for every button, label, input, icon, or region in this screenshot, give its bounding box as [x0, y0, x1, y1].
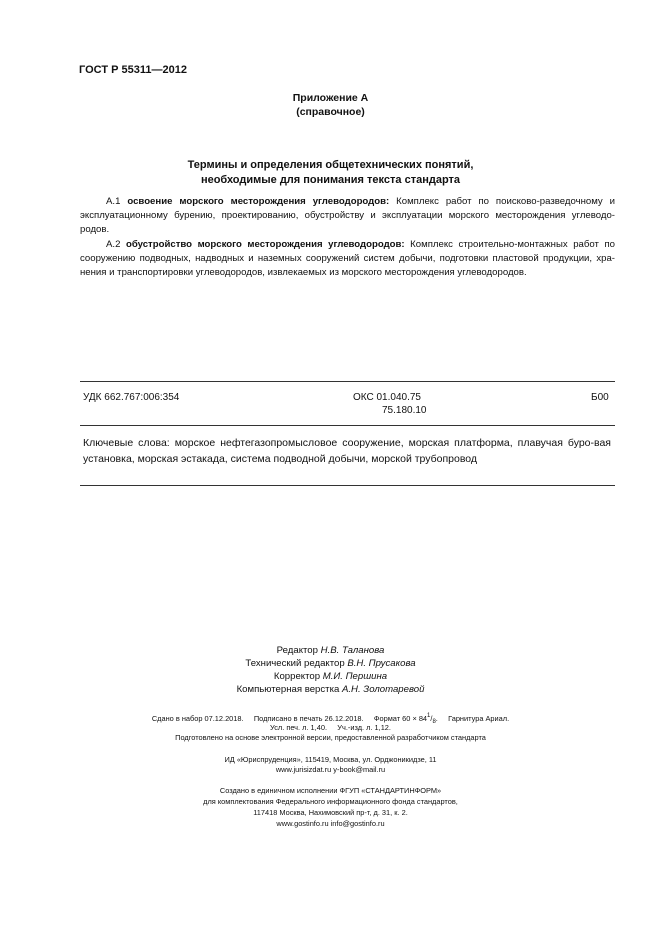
term-definition: Комплекс строительно-монтажных работ по сооружению подводных, надводных и наземных сооружений систем добычи, подготовки пластовой продукции, хра-нения и транспортировки углеводородов, извлекаемых из морского месторождения углеводородов.: [80, 239, 615, 278]
divider-bottom: [80, 485, 615, 486]
imprint-signed: Подписано в печать 26.12.2018.: [253, 714, 364, 723]
term-paragraph-a1: [80, 195, 615, 237]
appendix-title: Приложение А: [292, 92, 369, 104]
imprint-font: Гарнитура Ариал.: [448, 714, 510, 723]
section-title-line-2: необходимые для понимания текста стандарта: [200, 174, 461, 186]
imprint-print-sheets: Усл. печ. л. 1,40.: [270, 723, 327, 732]
created-line-4: www.gostinfo.ru info@gostinfo.ru: [276, 819, 385, 828]
keywords: Ключевые слова: морское нефтегазопромысловое сооружение, морская платформа, плавучая буро-вая установка, морская эстакада, система подводной добычи, морской трубопровод: [83, 437, 611, 465]
oks-code-second: 75.180.10: [382, 405, 427, 416]
publisher-line-1: ИД «Юриспруденция», 115419, Москва, ул. Орджоникидзе, 11: [224, 755, 437, 764]
credit-person: В.Н. Прусакова: [347, 658, 416, 669]
credit-label: Редактор: [276, 645, 318, 656]
credit-tech-editor: [0, 658, 661, 671]
term-number: А.1: [106, 196, 121, 207]
created-line-1: Создано в единичном исполнении ФГУП «СТАНДАРТИНФОРМ»: [219, 786, 442, 795]
credit-layout: [0, 684, 661, 697]
credit-person: М.И. Першина: [322, 671, 388, 682]
publisher-line-2: www.jurisizdat.ru y-book@mail.ru: [275, 765, 386, 774]
term-name: освоение морского месторождения углеводородов:: [127, 196, 390, 207]
oks-code: ОКС 01.040.75: [353, 392, 421, 403]
credit-corrector: [0, 671, 661, 684]
imprint-sent: Сдано в набор 07.12.2018.: [151, 714, 244, 723]
divider-top: [80, 381, 615, 382]
standard-number: ГОСТ Р 55311—2012: [79, 64, 187, 76]
term-name: обустройство морского месторождения углеводородов:: [125, 239, 405, 250]
credit-person: А.Н. Золотаревой: [341, 684, 425, 695]
group-code: Б00: [591, 392, 609, 403]
imprint-prepared: Подготовлено на основе электронной версии, предоставленной разработчиком стандарта: [175, 733, 486, 742]
credit-label: Корректор: [273, 671, 321, 682]
divider-middle: [80, 425, 615, 426]
appendix-note: (справочное): [296, 106, 365, 118]
created-line-3: 117418 Москва, Нахимовский пр-т, д. 31, к. 2.: [253, 808, 408, 817]
term-paragraph-a2: [80, 238, 615, 280]
term-number: А.2: [106, 239, 121, 250]
term-definition: Комплекс работ по поисково-разведочному и эксплуатационному бурению, проектированию, обустройству и эксплуатации морского месторождения углеводо-родов.: [80, 196, 616, 235]
udk-code: УДК 662.767:006:354: [83, 392, 180, 403]
imprint-line-1: Сдано в набор 07.12.2018. Подписано в печать 26.12.2018. Формат $60 \times 84^1/_8$. Гарнитура Ариал.: [151, 713, 510, 725]
section-title-line-1: Термины и определения общетехнических понятий,: [187, 159, 474, 171]
created-line-2: для комплектования Федерального информационного фонда стандартов,: [203, 797, 458, 806]
credit-person: Н.В. Таланова: [320, 645, 385, 656]
credit-label: Технический редактор: [245, 658, 345, 669]
credit-editor: [0, 645, 661, 658]
credit-label: Компьютерная верстка: [236, 684, 340, 695]
imprint-format: Формат $60 \times 84^1/_8$: [373, 713, 436, 725]
imprint-pub-sheets: Уч.-изд. л. 1,12.: [337, 723, 391, 732]
